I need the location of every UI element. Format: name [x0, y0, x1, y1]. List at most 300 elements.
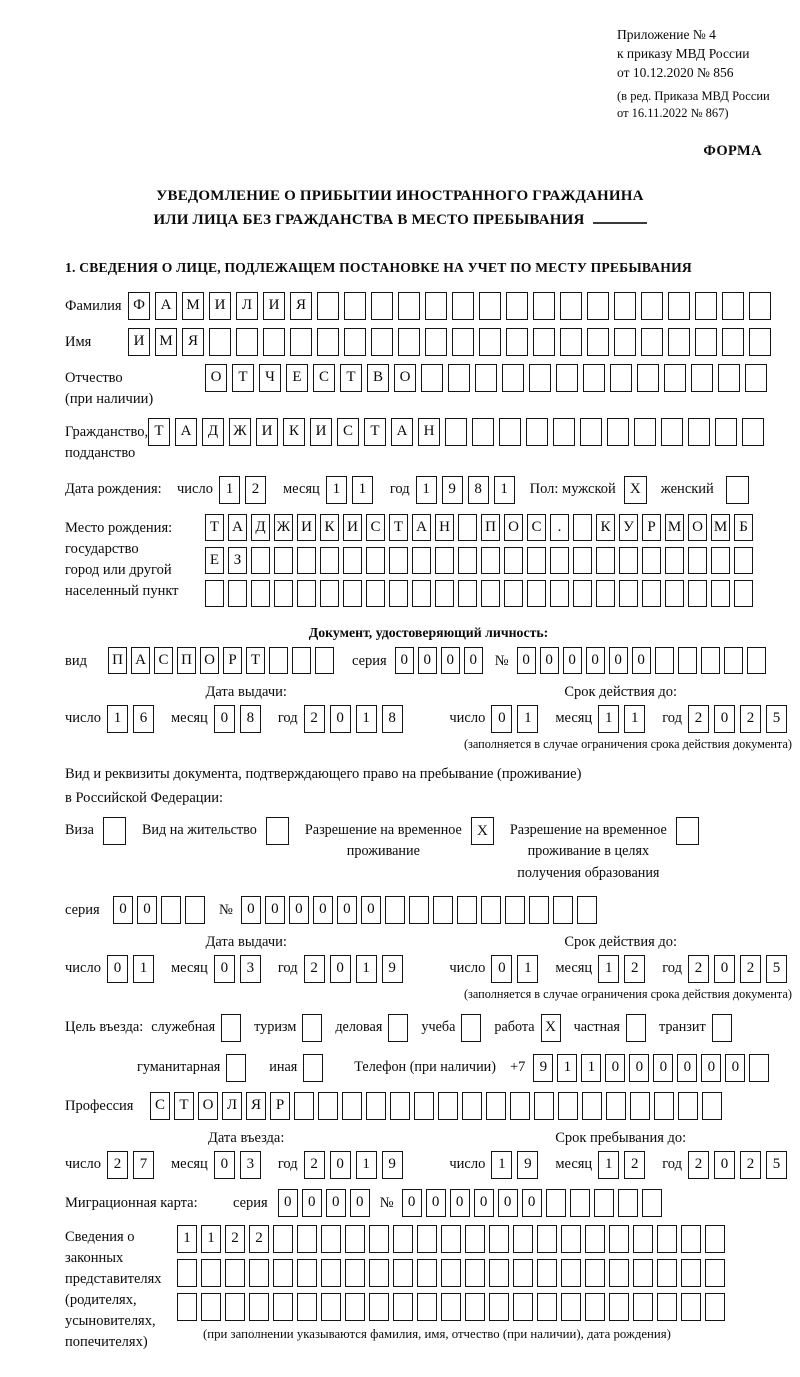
char-cell[interactable]: [290, 328, 312, 356]
char-cell[interactable]: Н: [418, 418, 440, 446]
char-cell[interactable]: А: [228, 514, 247, 541]
char-cell[interactable]: [177, 1259, 197, 1287]
purpose-transit-checkbox[interactable]: [712, 1014, 732, 1042]
char-cell[interactable]: [678, 1092, 698, 1120]
char-cell[interactable]: 0: [522, 1189, 542, 1217]
char-cell[interactable]: К: [320, 514, 339, 541]
char-cell[interactable]: [722, 292, 744, 320]
char-cell[interactable]: [533, 328, 555, 356]
char-cell[interactable]: 0: [714, 1151, 735, 1179]
char-cell[interactable]: [553, 418, 575, 446]
char-cell[interactable]: [489, 1225, 509, 1253]
char-cell[interactable]: .: [550, 514, 569, 541]
char-cell[interactable]: Т: [174, 1092, 194, 1120]
sex-female-checkbox[interactable]: [726, 476, 749, 504]
char-cell[interactable]: [661, 418, 683, 446]
char-cell[interactable]: [596, 580, 615, 607]
char-cell[interactable]: [458, 547, 477, 574]
char-cell[interactable]: [414, 1092, 434, 1120]
char-cell[interactable]: [499, 418, 521, 446]
char-cell[interactable]: Е: [286, 364, 308, 392]
char-cell[interactable]: [614, 292, 636, 320]
char-cell[interactable]: [642, 580, 661, 607]
char-cell[interactable]: 1: [581, 1054, 601, 1082]
char-cell[interactable]: [205, 580, 224, 607]
temp-residence-checkbox[interactable]: X: [471, 817, 494, 845]
char-cell[interactable]: [369, 1259, 389, 1287]
char-cell[interactable]: [345, 1225, 365, 1253]
char-cell[interactable]: 0: [350, 1189, 370, 1217]
char-cell[interactable]: [318, 1092, 338, 1120]
char-cell[interactable]: Е: [205, 547, 224, 574]
char-cell[interactable]: [529, 896, 549, 924]
char-cell[interactable]: [273, 1293, 293, 1321]
char-cell[interactable]: [263, 328, 285, 356]
char-cell[interactable]: 1: [624, 705, 645, 733]
char-cell[interactable]: [610, 364, 632, 392]
char-cell[interactable]: 0: [586, 647, 605, 674]
char-cell[interactable]: [344, 292, 366, 320]
char-cell[interactable]: [201, 1259, 221, 1287]
char-cell[interactable]: 2: [107, 1151, 128, 1179]
char-cell[interactable]: [742, 418, 764, 446]
char-cell[interactable]: 1: [133, 955, 154, 983]
char-cell[interactable]: [561, 1259, 581, 1287]
purpose-study-checkbox[interactable]: [461, 1014, 481, 1042]
char-cell[interactable]: 0: [714, 955, 735, 983]
char-cell[interactable]: [633, 1225, 653, 1253]
char-cell[interactable]: 2: [249, 1225, 269, 1253]
char-cell[interactable]: 2: [225, 1225, 245, 1253]
char-cell[interactable]: П: [108, 647, 127, 674]
char-cell[interactable]: [642, 547, 661, 574]
char-cell[interactable]: [561, 1293, 581, 1321]
char-cell[interactable]: О: [504, 514, 523, 541]
char-cell[interactable]: Ф: [128, 292, 150, 320]
char-cell[interactable]: [297, 1259, 317, 1287]
char-cell[interactable]: О: [198, 1092, 218, 1120]
char-cell[interactable]: [665, 547, 684, 574]
char-cell[interactable]: [445, 418, 467, 446]
char-cell[interactable]: 0: [563, 647, 582, 674]
char-cell[interactable]: [560, 292, 582, 320]
char-cell[interactable]: 0: [653, 1054, 673, 1082]
char-cell[interactable]: 1: [356, 705, 377, 733]
char-cell[interactable]: [654, 1092, 674, 1120]
char-cell[interactable]: [705, 1259, 725, 1287]
char-cell[interactable]: [393, 1259, 413, 1287]
char-cell[interactable]: [412, 580, 431, 607]
char-cell[interactable]: П: [481, 514, 500, 541]
char-cell[interactable]: Я: [290, 292, 312, 320]
char-cell[interactable]: О: [394, 364, 416, 392]
char-cell[interactable]: 7: [133, 1151, 154, 1179]
char-cell[interactable]: [664, 364, 686, 392]
char-cell[interactable]: [452, 328, 474, 356]
char-cell[interactable]: 2: [740, 1151, 761, 1179]
char-cell[interactable]: [398, 328, 420, 356]
char-cell[interactable]: [317, 292, 339, 320]
char-cell[interactable]: В: [367, 364, 389, 392]
char-cell[interactable]: И: [310, 418, 332, 446]
char-cell[interactable]: К: [596, 514, 615, 541]
char-cell[interactable]: 0: [330, 1151, 351, 1179]
char-cell[interactable]: [560, 328, 582, 356]
char-cell[interactable]: А: [391, 418, 413, 446]
char-cell[interactable]: [596, 547, 615, 574]
char-cell[interactable]: З: [228, 547, 247, 574]
char-cell[interactable]: 1: [107, 705, 128, 733]
char-cell[interactable]: [251, 580, 270, 607]
char-cell[interactable]: [228, 580, 247, 607]
char-cell[interactable]: [505, 896, 525, 924]
char-cell[interactable]: 1: [219, 476, 240, 504]
char-cell[interactable]: [609, 1259, 629, 1287]
char-cell[interactable]: [655, 647, 674, 674]
char-cell[interactable]: [421, 364, 443, 392]
char-cell[interactable]: 0: [214, 705, 235, 733]
char-cell[interactable]: [642, 1189, 662, 1217]
char-cell[interactable]: [185, 896, 205, 924]
char-cell[interactable]: [161, 896, 181, 924]
char-cell[interactable]: [315, 647, 334, 674]
char-cell[interactable]: [390, 1092, 410, 1120]
char-cell[interactable]: [433, 896, 453, 924]
char-cell[interactable]: 0: [677, 1054, 697, 1082]
char-cell[interactable]: [201, 1293, 221, 1321]
char-cell[interactable]: Я: [246, 1092, 266, 1120]
char-cell[interactable]: [398, 292, 420, 320]
char-cell[interactable]: [366, 1092, 386, 1120]
char-cell[interactable]: [585, 1259, 605, 1287]
char-cell[interactable]: [533, 292, 555, 320]
char-cell[interactable]: [529, 364, 551, 392]
char-cell[interactable]: 1: [177, 1225, 197, 1253]
char-cell[interactable]: 5: [766, 705, 787, 733]
char-cell[interactable]: 2: [740, 705, 761, 733]
char-cell[interactable]: [573, 580, 592, 607]
char-cell[interactable]: [749, 292, 771, 320]
char-cell[interactable]: 2: [740, 955, 761, 983]
char-cell[interactable]: Ж: [274, 514, 293, 541]
char-cell[interactable]: [274, 580, 293, 607]
char-cell[interactable]: 8: [382, 705, 403, 733]
char-cell[interactable]: 0: [241, 896, 261, 924]
char-cell[interactable]: [537, 1225, 557, 1253]
char-cell[interactable]: [321, 1225, 341, 1253]
char-cell[interactable]: 2: [304, 1151, 325, 1179]
char-cell[interactable]: [452, 292, 474, 320]
char-cell[interactable]: [580, 418, 602, 446]
char-cell[interactable]: [371, 292, 393, 320]
char-cell[interactable]: 1: [598, 955, 619, 983]
char-cell[interactable]: 1: [416, 476, 437, 504]
char-cell[interactable]: И: [343, 514, 362, 541]
char-cell[interactable]: 2: [688, 955, 709, 983]
char-cell[interactable]: [550, 547, 569, 574]
char-cell[interactable]: [441, 1293, 461, 1321]
char-cell[interactable]: 0: [113, 896, 133, 924]
char-cell[interactable]: Ж: [229, 418, 251, 446]
residence-permit-checkbox[interactable]: [266, 817, 289, 845]
char-cell[interactable]: И: [297, 514, 316, 541]
char-cell[interactable]: [711, 580, 730, 607]
char-cell[interactable]: 0: [265, 896, 285, 924]
char-cell[interactable]: Т: [340, 364, 362, 392]
char-cell[interactable]: [462, 1092, 482, 1120]
char-cell[interactable]: [458, 514, 477, 541]
char-cell[interactable]: [641, 292, 663, 320]
char-cell[interactable]: [465, 1259, 485, 1287]
char-cell[interactable]: [556, 364, 578, 392]
char-cell[interactable]: С: [366, 514, 385, 541]
char-cell[interactable]: 3: [240, 1151, 261, 1179]
char-cell[interactable]: 0: [725, 1054, 745, 1082]
char-cell[interactable]: 9: [382, 955, 403, 983]
char-cell[interactable]: Р: [270, 1092, 290, 1120]
char-cell[interactable]: [343, 547, 362, 574]
char-cell[interactable]: [342, 1092, 362, 1120]
char-cell[interactable]: [320, 580, 339, 607]
char-cell[interactable]: [678, 647, 697, 674]
char-cell[interactable]: А: [155, 292, 177, 320]
char-cell[interactable]: [633, 1259, 653, 1287]
char-cell[interactable]: [225, 1293, 245, 1321]
char-cell[interactable]: [225, 1259, 245, 1287]
char-cell[interactable]: [297, 547, 316, 574]
char-cell[interactable]: [479, 328, 501, 356]
char-cell[interactable]: 0: [474, 1189, 494, 1217]
purpose-tourism-checkbox[interactable]: [302, 1014, 322, 1042]
char-cell[interactable]: [558, 1092, 578, 1120]
char-cell[interactable]: [570, 1189, 590, 1217]
char-cell[interactable]: [550, 580, 569, 607]
char-cell[interactable]: 0: [632, 647, 651, 674]
char-cell[interactable]: [472, 418, 494, 446]
char-cell[interactable]: [585, 1293, 605, 1321]
char-cell[interactable]: [577, 896, 597, 924]
char-cell[interactable]: [618, 1189, 638, 1217]
char-cell[interactable]: [587, 328, 609, 356]
char-cell[interactable]: Р: [642, 514, 661, 541]
char-cell[interactable]: [389, 547, 408, 574]
char-cell[interactable]: 9: [533, 1054, 553, 1082]
char-cell[interactable]: 0: [498, 1189, 518, 1217]
char-cell[interactable]: 0: [361, 896, 381, 924]
char-cell[interactable]: [457, 896, 477, 924]
char-cell[interactable]: Л: [222, 1092, 242, 1120]
char-cell[interactable]: Б: [734, 514, 753, 541]
char-cell[interactable]: 9: [517, 1151, 538, 1179]
char-cell[interactable]: [209, 328, 231, 356]
char-cell[interactable]: [583, 364, 605, 392]
char-cell[interactable]: [393, 1293, 413, 1321]
char-cell[interactable]: [715, 418, 737, 446]
char-cell[interactable]: 0: [418, 647, 437, 674]
char-cell[interactable]: [481, 896, 501, 924]
char-cell[interactable]: [320, 547, 339, 574]
char-cell[interactable]: [321, 1259, 341, 1287]
char-cell[interactable]: [448, 364, 470, 392]
char-cell[interactable]: [734, 580, 753, 607]
char-cell[interactable]: М: [155, 328, 177, 356]
char-cell[interactable]: 0: [313, 896, 333, 924]
char-cell[interactable]: С: [527, 514, 546, 541]
purpose-official-checkbox[interactable]: [221, 1014, 241, 1042]
char-cell[interactable]: [393, 1225, 413, 1253]
char-cell[interactable]: [718, 364, 740, 392]
char-cell[interactable]: [506, 292, 528, 320]
char-cell[interactable]: [506, 328, 528, 356]
char-cell[interactable]: 0: [609, 647, 628, 674]
char-cell[interactable]: [251, 547, 270, 574]
char-cell[interactable]: 1: [356, 1151, 377, 1179]
char-cell[interactable]: Т: [205, 514, 224, 541]
char-cell[interactable]: 1: [352, 476, 373, 504]
char-cell[interactable]: [637, 364, 659, 392]
char-cell[interactable]: 1: [557, 1054, 577, 1082]
char-cell[interactable]: [465, 1225, 485, 1253]
char-cell[interactable]: [695, 292, 717, 320]
char-cell[interactable]: [513, 1293, 533, 1321]
char-cell[interactable]: Т: [232, 364, 254, 392]
char-cell[interactable]: [561, 1225, 581, 1253]
char-cell[interactable]: 2: [304, 955, 325, 983]
char-cell[interactable]: 0: [441, 647, 460, 674]
char-cell[interactable]: [417, 1225, 437, 1253]
char-cell[interactable]: [614, 328, 636, 356]
char-cell[interactable]: [537, 1259, 557, 1287]
char-cell[interactable]: О: [200, 647, 219, 674]
char-cell[interactable]: [681, 1225, 701, 1253]
char-cell[interactable]: М: [182, 292, 204, 320]
char-cell[interactable]: 0: [302, 1189, 322, 1217]
char-cell[interactable]: [417, 1259, 437, 1287]
char-cell[interactable]: [513, 1259, 533, 1287]
sex-male-checkbox[interactable]: X: [624, 476, 647, 504]
char-cell[interactable]: 1: [598, 1151, 619, 1179]
char-cell[interactable]: А: [131, 647, 150, 674]
char-cell[interactable]: [297, 1225, 317, 1253]
char-cell[interactable]: [385, 896, 405, 924]
char-cell[interactable]: [553, 896, 573, 924]
char-cell[interactable]: [317, 328, 339, 356]
char-cell[interactable]: [249, 1259, 269, 1287]
char-cell[interactable]: [668, 292, 690, 320]
char-cell[interactable]: Т: [246, 647, 265, 674]
char-cell[interactable]: [465, 1293, 485, 1321]
char-cell[interactable]: [479, 292, 501, 320]
char-cell[interactable]: 9: [442, 476, 463, 504]
char-cell[interactable]: Д: [202, 418, 224, 446]
char-cell[interactable]: Л: [236, 292, 258, 320]
char-cell[interactable]: Р: [223, 647, 242, 674]
char-cell[interactable]: 0: [326, 1189, 346, 1217]
char-cell[interactable]: [481, 580, 500, 607]
char-cell[interactable]: [489, 1259, 509, 1287]
char-cell[interactable]: С: [150, 1092, 170, 1120]
char-cell[interactable]: [688, 418, 710, 446]
char-cell[interactable]: [236, 328, 258, 356]
char-cell[interactable]: И: [263, 292, 285, 320]
char-cell[interactable]: 0: [629, 1054, 649, 1082]
char-cell[interactable]: [534, 1092, 554, 1120]
char-cell[interactable]: И: [209, 292, 231, 320]
char-cell[interactable]: 0: [464, 647, 483, 674]
char-cell[interactable]: 3: [240, 955, 261, 983]
char-cell[interactable]: [458, 580, 477, 607]
char-cell[interactable]: [441, 1259, 461, 1287]
char-cell[interactable]: [297, 580, 316, 607]
char-cell[interactable]: [321, 1293, 341, 1321]
char-cell[interactable]: [657, 1225, 677, 1253]
char-cell[interactable]: 0: [491, 955, 512, 983]
char-cell[interactable]: [749, 1054, 769, 1082]
char-cell[interactable]: [702, 1092, 722, 1120]
char-cell[interactable]: [747, 647, 766, 674]
char-cell[interactable]: О: [205, 364, 227, 392]
char-cell[interactable]: [269, 647, 288, 674]
char-cell[interactable]: [745, 364, 767, 392]
char-cell[interactable]: [297, 1293, 317, 1321]
char-cell[interactable]: [619, 547, 638, 574]
char-cell[interactable]: [609, 1293, 629, 1321]
char-cell[interactable]: [475, 364, 497, 392]
char-cell[interactable]: [573, 547, 592, 574]
char-cell[interactable]: [274, 547, 293, 574]
char-cell[interactable]: 0: [426, 1189, 446, 1217]
char-cell[interactable]: 1: [517, 955, 538, 983]
char-cell[interactable]: 2: [304, 705, 325, 733]
char-cell[interactable]: 0: [714, 705, 735, 733]
char-cell[interactable]: [177, 1293, 197, 1321]
char-cell[interactable]: [607, 418, 629, 446]
char-cell[interactable]: С: [337, 418, 359, 446]
char-cell[interactable]: 8: [240, 705, 261, 733]
char-cell[interactable]: [369, 1225, 389, 1253]
char-cell[interactable]: Д: [251, 514, 270, 541]
char-cell[interactable]: 2: [688, 705, 709, 733]
char-cell[interactable]: 1: [201, 1225, 221, 1253]
char-cell[interactable]: [435, 580, 454, 607]
char-cell[interactable]: Ч: [259, 364, 281, 392]
char-cell[interactable]: 2: [624, 1151, 645, 1179]
char-cell[interactable]: [527, 547, 546, 574]
char-cell[interactable]: [701, 647, 720, 674]
char-cell[interactable]: Т: [364, 418, 386, 446]
purpose-work-checkbox[interactable]: X: [541, 1014, 561, 1042]
char-cell[interactable]: [688, 547, 707, 574]
char-cell[interactable]: О: [688, 514, 707, 541]
char-cell[interactable]: 0: [289, 896, 309, 924]
char-cell[interactable]: 0: [701, 1054, 721, 1082]
char-cell[interactable]: [606, 1092, 626, 1120]
char-cell[interactable]: [641, 328, 663, 356]
char-cell[interactable]: [691, 364, 713, 392]
char-cell[interactable]: [389, 580, 408, 607]
char-cell[interactable]: Т: [389, 514, 408, 541]
char-cell[interactable]: [441, 1225, 461, 1253]
char-cell[interactable]: А: [412, 514, 431, 541]
purpose-humanitarian-checkbox[interactable]: [226, 1054, 246, 1082]
char-cell[interactable]: [527, 580, 546, 607]
char-cell[interactable]: [724, 647, 743, 674]
char-cell[interactable]: [435, 547, 454, 574]
char-cell[interactable]: [526, 418, 548, 446]
char-cell[interactable]: 1: [356, 955, 377, 983]
char-cell[interactable]: [657, 1293, 677, 1321]
char-cell[interactable]: [695, 328, 717, 356]
